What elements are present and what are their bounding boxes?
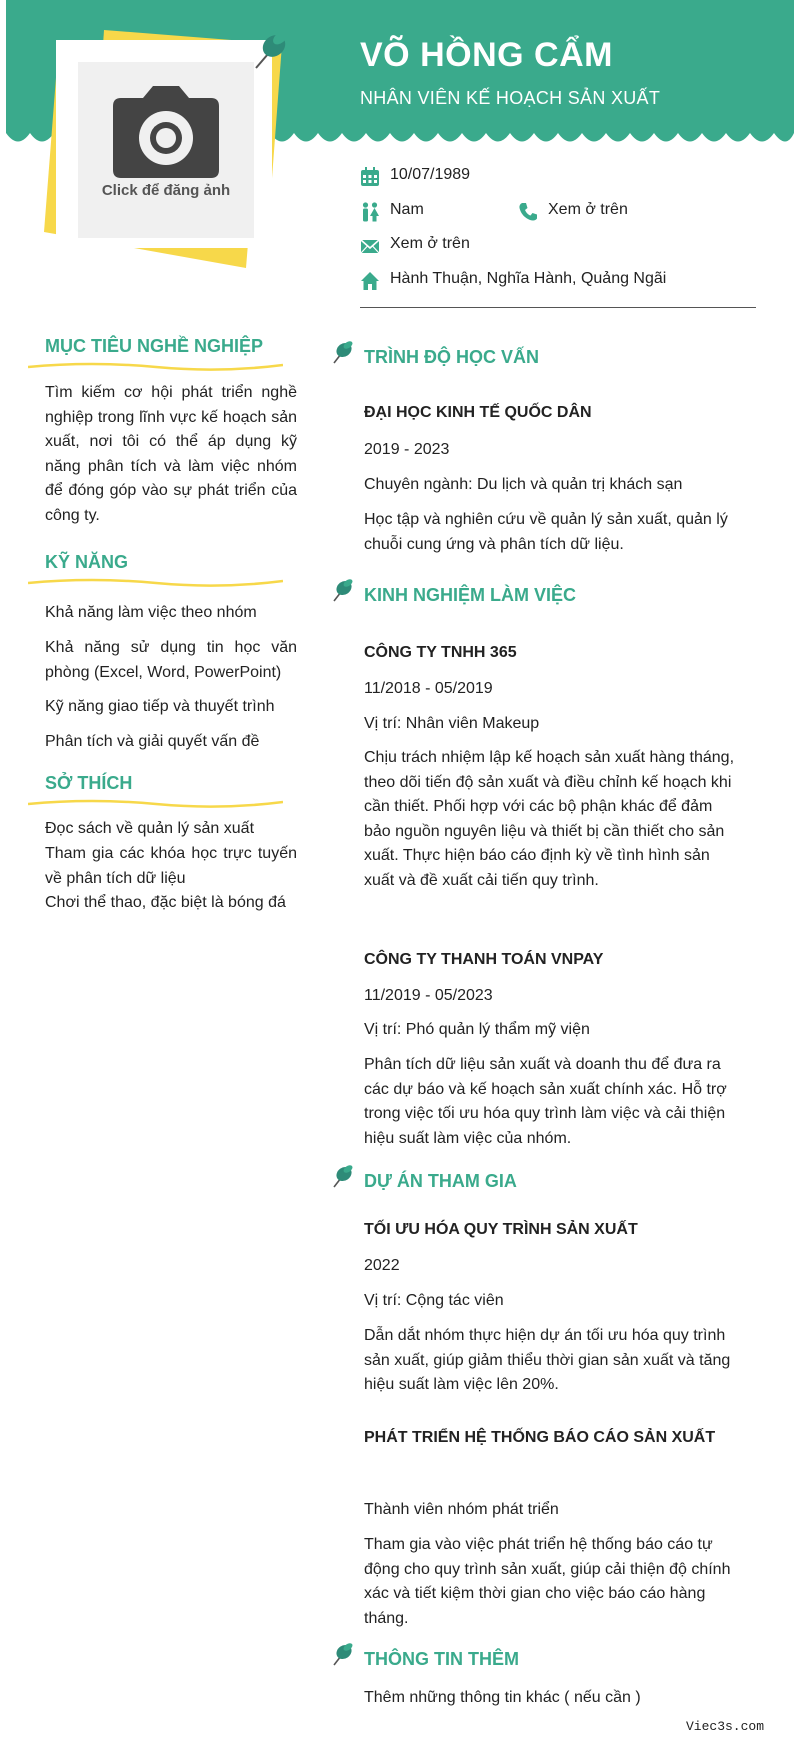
hobbies-underline [28, 798, 283, 808]
job-period: 11/2018 - 05/2019 [364, 680, 493, 697]
envelope-icon [360, 236, 380, 256]
hobby-item: Tham gia các khóa học trực tuyến về phân tích dữ liệu [45, 845, 297, 887]
job-description: Chịu trách nhiệm lập kế hoạch sản xuất hàng tháng, theo dõi tiến độ sản xuất và điều chỉnh kế hoạch khi cần thiết. Phối hợp với các bộ phận khác để đảm bảo nguồn nguyên liệu và thiết bị cần thiết cho sản xuất. Thực hiện báo cáo định kỳ về tình hình sản xuất và đề xuất cải tiến quy trình. [364, 749, 735, 889]
phone-icon [518, 202, 538, 222]
project-role: Thành viên nhóm phát triển [364, 1501, 559, 1518]
pushpin-icon [330, 1163, 356, 1189]
address-text: Hành Thuận, Nghĩa Hành, Quảng Ngãi [390, 270, 667, 287]
skill-item: Khả năng sử dụng tin học văn phòng (Excel, Word, PowerPoint) [45, 639, 297, 681]
project-name: TỐI ƯU HÓA QUY TRÌNH SẢN XUẤT [364, 1221, 638, 1238]
education-heading: TRÌNH ĐỘ HỌC VẤN [364, 347, 539, 367]
hobby-item: Đọc sách về quản lý sản xuất [45, 820, 255, 837]
skills-underline [28, 577, 283, 587]
skill-item: Khả năng làm việc theo nhóm [45, 604, 257, 621]
pushpin-icon [330, 577, 356, 603]
pushpin-icon [330, 1641, 356, 1667]
skills-heading: KỸ NĂNG [45, 552, 129, 572]
job-position: Vị trí: Nhân viên Makeup [364, 715, 540, 732]
pushpin-icon [330, 339, 356, 365]
experience-heading: KINH NGHIỆM LÀM VIỆC [364, 585, 577, 605]
objective-underline [28, 361, 283, 371]
education-period: 2019 - 2023 [364, 441, 450, 458]
job-position: Vị trí: Phó quản lý thẩm mỹ viện [364, 1021, 590, 1038]
objective-text: Tìm kiếm cơ hội phát triển nghề nghiệp trong lĩnh vực kế hoạch sản xuất, nơi tôi có thể áp dụng kỹ năng phân tích và làm việc nhóm để đóng góp vào sự phát triển của công ty. [45, 384, 297, 524]
pushpin-icon [248, 26, 292, 72]
hobby-item: Chơi thể thao, đặc biệt là bóng đá [45, 894, 286, 911]
job-description: Phân tích dữ liệu sản xuất và doanh thu để đưa ra các dự báo và kế hoạch sản xuất chính xác. Hỗ trợ trong việc tối ưu hóa quy trình làm việc và cải thiện hiệu suất làm việc của nhóm. [364, 1056, 727, 1147]
project-name: PHÁT TRIỂN HỆ THỐNG BÁO CÁO SẢN XUẤT [364, 1429, 716, 1446]
project-description: Dẫn dắt nhóm thực hiện dự án tối ưu hóa quy trình sản xuất, giúp giảm thiểu thời gian sản xuất và tăng hiệu suất làm việc lên 20%. [364, 1327, 731, 1393]
phone-text: Xem ở trên [548, 201, 628, 218]
extra-heading: THÔNG TIN THÊM [364, 1649, 519, 1669]
project-description: Tham gia vào việc phát triển hệ thống báo cáo tự động cho quy trình sản xuất, giúp cải thiện độ chính xác và tiết kiệm thời gian cho việc báo cáo hàng tháng. [364, 1536, 731, 1627]
job-period: 11/2019 - 05/2023 [364, 987, 493, 1004]
projects-heading: DỰ ÁN THAM GIA [364, 1171, 517, 1191]
photo-upload[interactable] [78, 62, 254, 238]
candidate-name: VÕ HỒNG CẨM [360, 36, 613, 74]
education-description: Học tập và nghiên cứu về quản lý sản xuất, quản lý chuỗi cung ứng và phân tích dữ liệu. [364, 511, 728, 553]
project-year: 2022 [364, 1257, 400, 1274]
gender-icon [360, 202, 380, 222]
job-company: CÔNG TY TNHH 365 [364, 644, 517, 661]
birthday-text: 10/07/1989 [390, 166, 471, 183]
objective-heading: MỤC TIÊU NGHỀ NGHIỆP [45, 336, 264, 356]
skill-item: Kỹ năng giao tiếp và thuyết trình [45, 698, 275, 715]
skill-item: Phân tích và giải quyết vấn đề [45, 733, 260, 750]
extra-text: Thêm những thông tin khác ( nếu cần ) [364, 1689, 641, 1706]
camera-icon [113, 86, 219, 178]
gender-text: Nam [390, 201, 424, 218]
home-icon [360, 271, 380, 291]
project-role: Vị trí: Cộng tác viên [364, 1292, 504, 1309]
hobbies-heading: SỞ THÍCH [45, 773, 133, 793]
email-text: Xem ở trên [390, 235, 470, 252]
education-major: Chuyên ngành: Du lịch và quản trị khách sạn [364, 476, 683, 493]
job-company: CÔNG TY THANH TOÁN VNPAY [364, 951, 604, 968]
calendar-icon [360, 167, 380, 187]
contact-divider [360, 307, 756, 308]
photo-label: Click để đăng ảnh [101, 182, 231, 199]
job-title: NHÂN VIÊN KẾ HOẠCH SẢN XUẤT [360, 88, 661, 108]
education-school: ĐẠI HỌC KINH TẾ QUỐC DÂN [364, 404, 592, 421]
watermark: Viec3s.com [685, 1719, 764, 1734]
